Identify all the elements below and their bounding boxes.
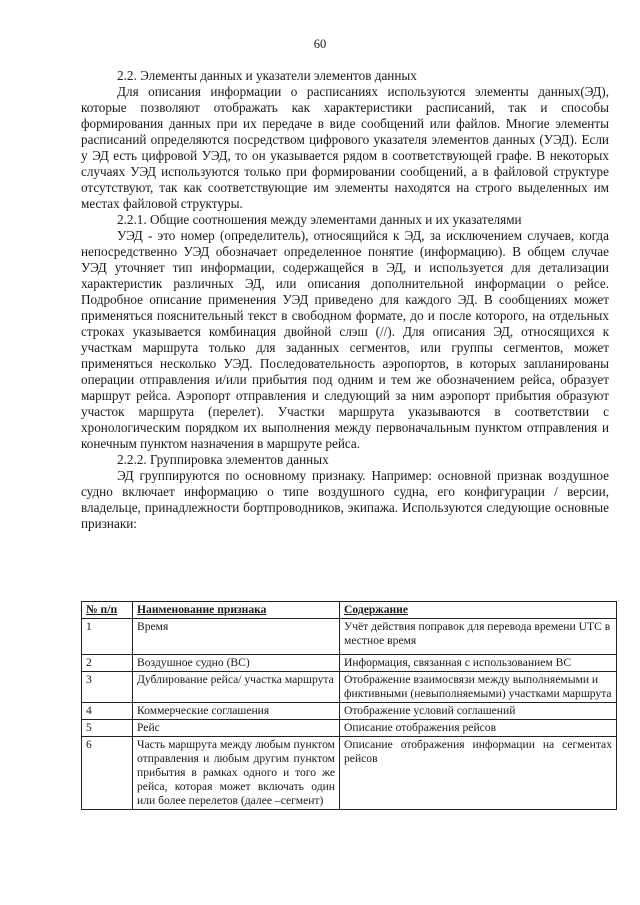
row-content: Отображение взаимосвязи между выполняемыми и фиктивными (невыполняемыми) участками маршрута — [340, 672, 617, 703]
document-body — [81, 68, 609, 532]
table-row — [82, 619, 617, 655]
column-header-number: № п/п — [82, 602, 133, 619]
row-content: Информация, связанная с использованием ВС — [340, 655, 617, 672]
row-number: 1 — [82, 619, 133, 655]
paragraph-2-2-2: ЭД группируются по основному признаку. Например: основной признак воздушное судно включает информацию о типе воздушного судна, его конфигурации / версии, владельце, принадлежности бортпроводников, экипажа. Используются следующие основные признаки: — [81, 468, 609, 531]
table-row — [82, 720, 617, 737]
paragraph-2-2-1: УЭД - это номер (определитель), относящийся к ЭД, за исключением случаев, когда непосредственно УЭД обозначает определенное понятие (информацию). В общем случае УЭД уточняет тип информации, содержащейся в ЭД, и используется для детализации характеристик различных ЭД, или описания дополнительной информации о рейсе. Подробное описание применения УЭД приведено для каждого ЭД. В сообщениях может применяться пояснительный текст в свободном формате, до и после которого, на отдельных строках указывается комбинация двойной слэш (//). Для описания ЭД, относящихся к участкам маршрута только для заданных сегментов, или группы сегментов, может применяться несколько УЭД. Последовательность аэропортов, в которых запланированы операции отправления и/или прибытия под одним и тем же обозначением рейса, образует маршрут рейса. Аэропорт отправления и следующий за ним аэропорт прибытия образуют участок маршрута (перелет). Участки маршрута указываются в соответствии с хронологическим порядком их выполнения между первоначальным пунктом отправления и конечным пунктом назначения в маршруте рейса. — [81, 228, 609, 451]
row-content: Описание отображения информации на сегментах рейсов — [340, 737, 617, 810]
section-heading-2-2-1: 2.2.1. Общие соотношения между элементами данных и их указателями — [117, 212, 522, 227]
row-name: Дублирование рейса/ участка маршрута — [133, 672, 340, 703]
row-name: Рейс — [133, 720, 340, 737]
row-content: Описание отображения рейсов — [340, 720, 617, 737]
row-name: Коммерческие соглашения — [133, 703, 340, 720]
table-row — [82, 737, 617, 810]
table-header-row — [82, 602, 617, 619]
table-row — [82, 655, 617, 672]
paragraph-2-2: Для описания информации о расписаниях используются элементы данных(ЭД), которые позволяют отображать как характеристики расписаний, так и способы формирования данных при их передаче в виде сообщений или файлов. Многие элементы расписаний определяются посредством цифрового указателя элементов данных (УЭД). Если у ЭД есть цифровой УЭД, то он указывается рядом в соответствующей графе. В некоторых случаях УЭД используются только при формировании сообщений, а в файловой структуре отсутствуют, так как соответствующие им элементы находятся на строго выделенных им местах файловой структуры. — [81, 84, 609, 211]
row-number: 5 — [82, 720, 133, 737]
row-content: Отображение условий соглашений — [340, 703, 617, 720]
table-row — [82, 672, 617, 703]
row-number: 3 — [82, 672, 133, 703]
column-header-content: Содержание — [340, 602, 617, 619]
row-number: 4 — [82, 703, 133, 720]
section-heading-2-2: 2.2. Элементы данных и указатели элементов данных — [117, 68, 417, 83]
row-name: Часть маршрута между любым пунктом отправления и любым другим пунктом прибытия в рамках одного и того же рейса, которая может включать один или более перелетов (далее –сегмент) — [133, 737, 340, 810]
row-name: Воздушное судно (ВС) — [133, 655, 340, 672]
row-name: Время — [133, 619, 340, 655]
page-number: 60 — [313, 37, 327, 51]
row-content: Учёт действия поправок для перевода времени UTC в местное время — [340, 619, 617, 655]
features-table — [81, 601, 617, 810]
column-header-name: Наименование признака — [133, 602, 340, 619]
row-number: 2 — [82, 655, 133, 672]
row-number: 6 — [82, 737, 133, 810]
table-row — [82, 703, 617, 720]
section-heading-2-2-2: 2.2.2. Группировка элементов данных — [117, 452, 329, 467]
